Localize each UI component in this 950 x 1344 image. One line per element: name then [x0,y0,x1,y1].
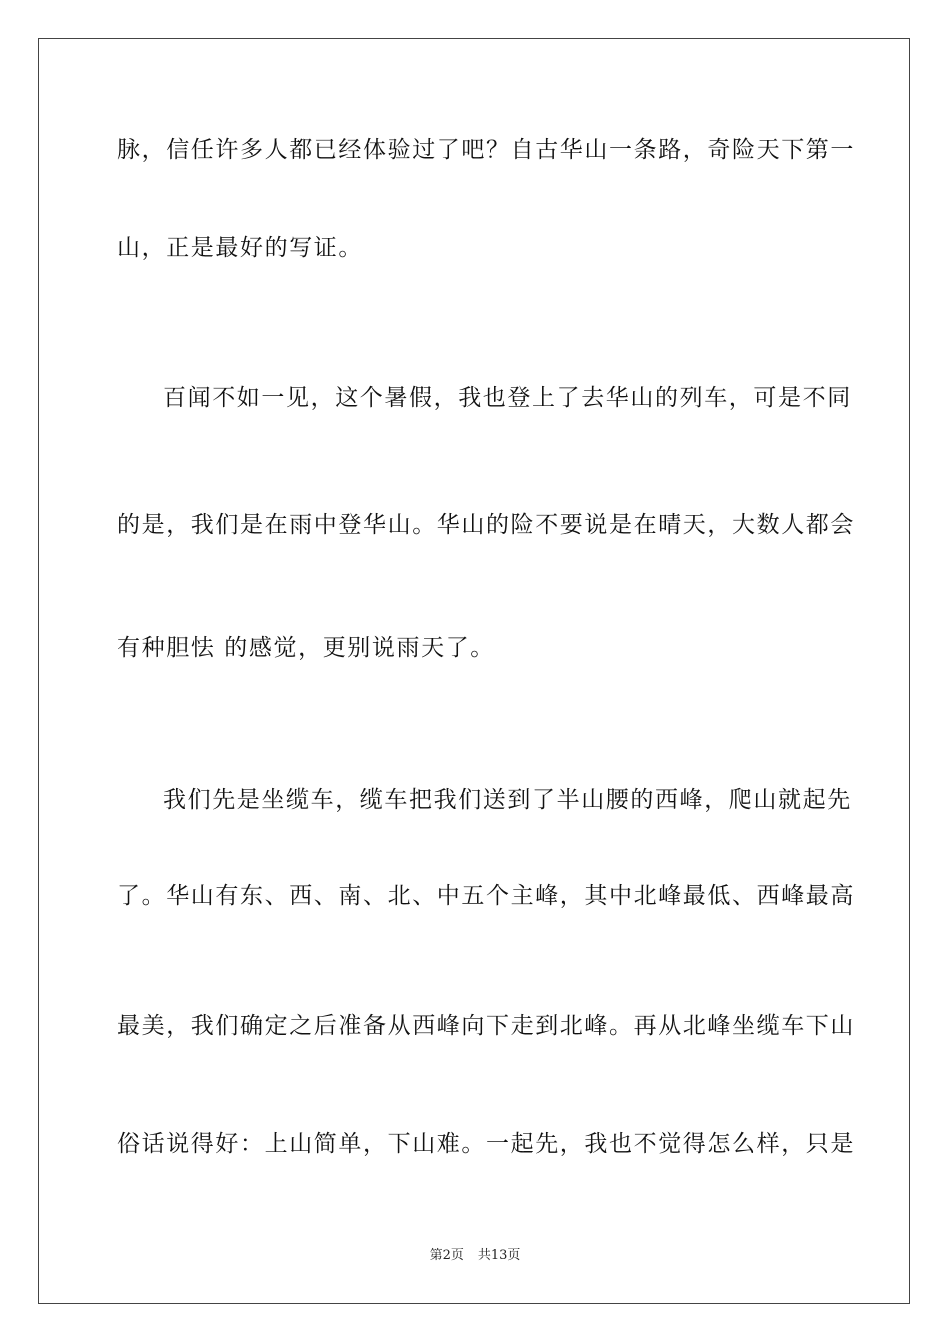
page-number: 第2页 [429,1248,464,1263]
body-text-line: 山，正是最好的写证。 [117,235,363,261]
body-text-line: 了。华山有东、西、南、北、中五个主峰，其中北峰最低、西峰最高 [117,883,855,909]
page-total: 共13页 [477,1248,521,1263]
page-footer [0,1247,950,1265]
body-text-line: 有种胆怯 的感觉，更别说雨天了。 [117,635,495,661]
page-border [38,38,910,1304]
body-text-line: 俗话说得好：上山简单，下山难。一起先，我也不觉得怎么样，只是 [117,1131,855,1157]
body-text-line: 我们先是坐缆车，缆车把我们送到了半山腰的西峰，爬山就起先 [163,787,852,813]
body-text-line: 百闻不如一见，这个暑假，我也登上了去华山的列车，可是不同 [163,385,852,411]
body-text-line: 脉，信任许多人都已经体验过了吧？自古华山一条路，奇险天下第一 [117,137,855,163]
body-text-line: 最美，我们确定之后准备从西峰向下走到北峰。再从北峰坐缆车下山 [117,1013,855,1039]
body-text-line: 的是，我们是在雨中登华山。华山的险不要说是在晴天，大数人都会 [117,512,855,538]
